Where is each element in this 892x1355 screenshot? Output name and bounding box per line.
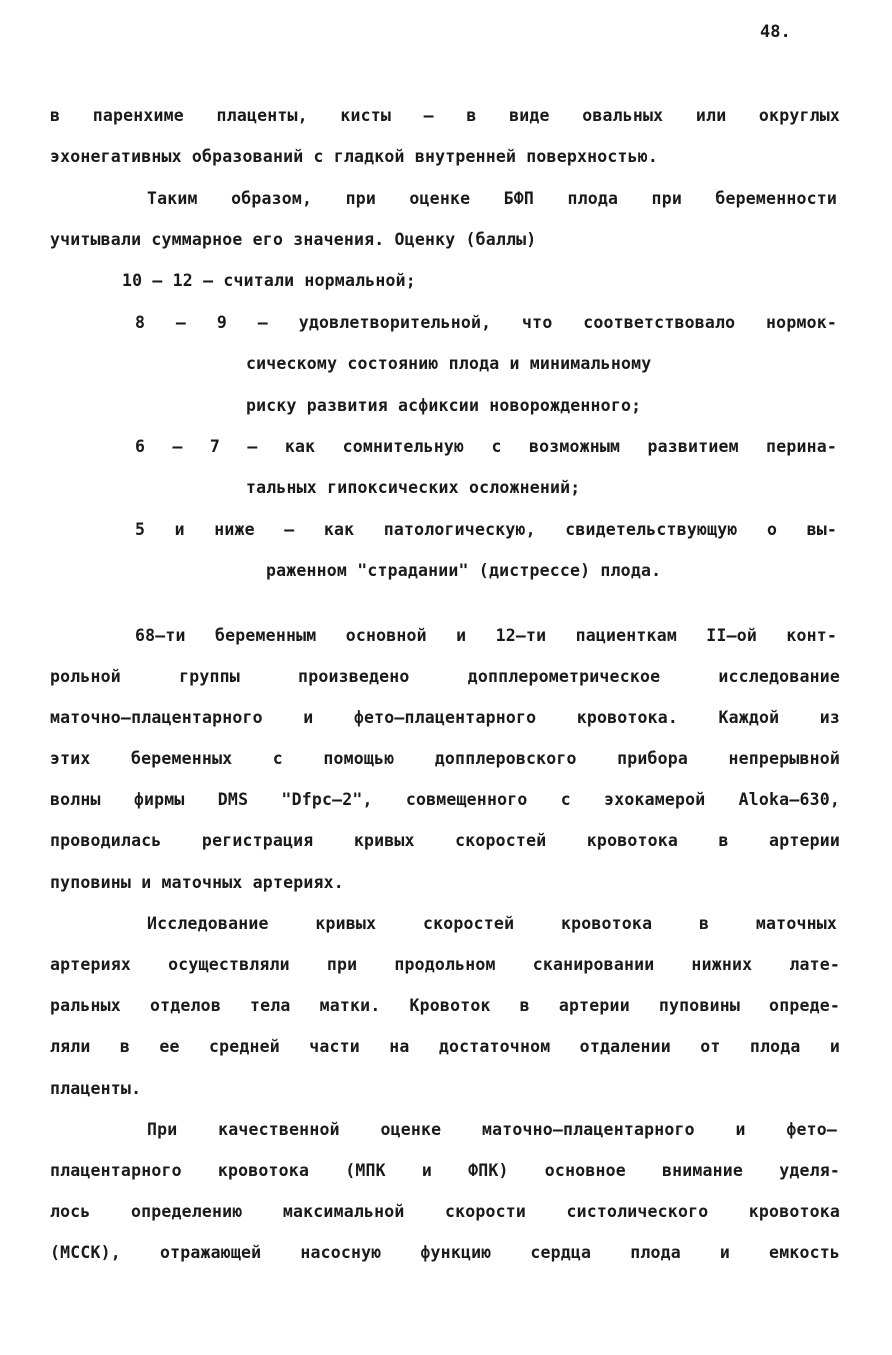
text-line: проводилась регистрация кривых скоростей кровотока в артерии [50, 831, 840, 850]
text-line: 6 – 7 – как сомнительную с возможным развитием перина- [135, 437, 837, 456]
text-line: лось определению максимальной скорости систолического кровотока [50, 1202, 840, 1221]
text-line: волны фирмы DMS "Dfpc–2", совмещенного с эхокамерой Aloka–630, [50, 790, 840, 809]
text-line: в паренхиме плаценты, кисты – в виде овальных или округлых [50, 106, 840, 125]
text-line: (МССК), отражающей насосную функцию сердца плода и емкость [50, 1243, 840, 1262]
text-line: раженном "страдании" (дистрессе) плода. [266, 561, 662, 580]
text-line: 68–ти беременным основной и 12–ти пациенткам II–ой конт- [135, 626, 837, 645]
text-line: рольной группы произведено допплерометрическое исследование [50, 667, 840, 686]
text-line: учитывали суммарное его значения. Оценку (баллы) [50, 230, 537, 249]
text-line: риску развития асфиксии новорожденного; [246, 396, 642, 415]
text-line: Исследование кривых скоростей кровотока в маточных [147, 914, 837, 933]
text-line: ральных отделов тела матки. Кровоток в артерии пуповины опреде- [50, 996, 840, 1015]
text-line: маточно–плацентарного и фето–плацентарного кровотока. Каждой из [50, 708, 840, 727]
text-line: эхонегативных образований с гладкой внутренней поверхностью. [50, 147, 659, 166]
text-line: Таким образом, при оценке БФП плода при беременности [147, 189, 837, 208]
text-line: сическому состоянию плода и минимальному [246, 354, 652, 373]
text-line: ляли в ее средней части на достаточном отдалении от плода и [50, 1037, 840, 1056]
text-line: плацентарного кровотока (МПК и ФПК) основное внимание уделя- [50, 1161, 840, 1180]
text-line: тальных гипоксических осложнений; [246, 478, 581, 497]
text-line: При качественной оценке маточно–плацентарного и фето– [147, 1120, 837, 1139]
text-line: 8 – 9 – удовлетворительной, что соответствовало нормок- [135, 313, 837, 332]
page-number: 48. [760, 22, 791, 42]
text-line: плаценты. [50, 1079, 142, 1098]
text-line: артериях осуществляли при продольном сканировании нижних лате- [50, 955, 840, 974]
text-line: этих беременных с помощью допплеровского прибора непрерывной [50, 749, 840, 768]
text-line: 10 – 12 – считали нормальной; [122, 271, 416, 290]
text-line: пуповины и маточных артериях. [50, 873, 344, 892]
text-line: 5 и ниже – как патологическую, свидетельствующую о вы- [135, 520, 837, 539]
